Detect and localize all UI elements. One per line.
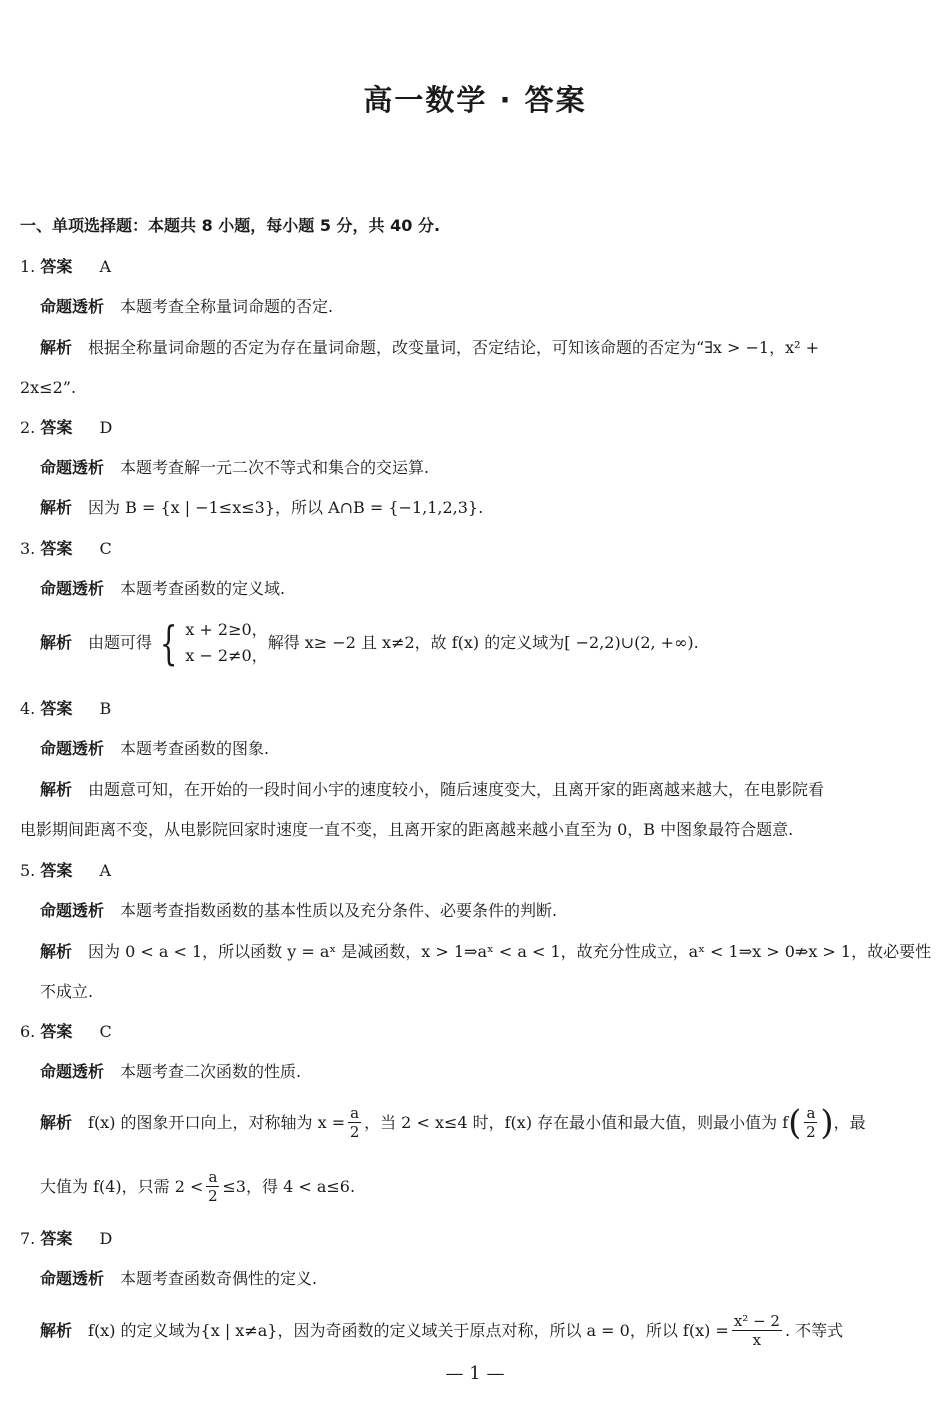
q7-analysis-b: . 不等式: [784, 1320, 844, 1340]
fraction-denominator: 2: [208, 1187, 218, 1205]
intent-label: 命题透析: [40, 458, 105, 477]
q7-answer: [20, 1228, 112, 1250]
q1-analysis-line1: 根据全称量词命题的否定为存在量词命题，改变量词，否定结论，可知该命题的否定为“∃x > −1，x² +: [88, 338, 819, 357]
answer-label: 答案: [40, 699, 73, 718]
fraction-denominator: x: [752, 1331, 762, 1349]
q5-answer: [20, 860, 111, 882]
analysis-label: 解析: [40, 780, 73, 799]
fraction-denominator: 2: [349, 1123, 360, 1141]
q4-letter: B: [99, 699, 112, 718]
q2-letter: D: [99, 418, 113, 437]
q3-analysis-post: 解得 x≥ −2 且 x≠2，故 f(x) 的定义域为[ −2,2)∪(2, +∞).: [267, 633, 699, 652]
q1-analysis: [40, 337, 819, 359]
q6-analysis-b: ，当 2 < x≤4 时，f(x) 存在最小值和最大值，则最小值为 f: [364, 1112, 789, 1132]
page-title: 高一数学 · 答案: [363, 83, 587, 117]
q3-answer: [20, 538, 112, 560]
q6-letter: C: [99, 1022, 112, 1041]
q5-analysis: [40, 941, 931, 963]
q3-system-line2: x − 2≠0，: [185, 646, 268, 665]
intent-label: 命题透析: [40, 1269, 105, 1288]
answer-label: 答案: [40, 1022, 73, 1041]
q3-analysis-pre: 由题可得: [88, 633, 153, 652]
q5-analysis-line1: 因为 0 < a < 1，所以函数 y = aˣ 是减函数，x > 1⇒aˣ < a < 1，故充分性成立，aˣ < 1⇒x > 0⇏x > 1，故必要性: [88, 942, 932, 961]
answer-label: 答案: [40, 539, 73, 558]
intent-label: 命题透析: [40, 579, 105, 598]
q6-analysis: [40, 1104, 866, 1141]
answer-label: 答案: [40, 418, 73, 437]
q6-analysis-a: f(x) 的图象开口向上，对称轴为 x =: [88, 1112, 346, 1132]
q3-intent: [40, 578, 285, 600]
page-number: — 1 —: [445, 1363, 505, 1384]
q4-intent-text: 本题考查函数的图象.: [120, 739, 270, 758]
q6-analysis-c: ，最: [833, 1112, 866, 1132]
q3-equation-system: [152, 617, 268, 669]
intent-label: 命题透析: [40, 901, 105, 920]
left-paren: (: [788, 1102, 802, 1143]
analysis-label: 解析: [40, 498, 73, 517]
q2-answer: [20, 417, 112, 439]
q6-answer: [20, 1021, 112, 1043]
q4-analysis-line1: 由题意可知，在开始的一段时间小宇的速度较小，随后速度变大，且离开家的距离越来越大，在电影院看: [88, 780, 825, 799]
analysis-label: 解析: [40, 633, 73, 652]
q6-line2-a: 大值为 f(4)，只需 2 <: [40, 1176, 204, 1196]
q1-intent-text: 本题考查全称量词命题的否定.: [120, 297, 334, 316]
right-paren: ): [820, 1102, 834, 1143]
analysis-label: 解析: [40, 1112, 73, 1132]
q7-analysis-a: f(x) 的定义域为{x | x≠a}，因为奇函数的定义域关于原点对称，所以 a = 0，所以 f(x) =: [88, 1320, 729, 1340]
q2-number: 2.: [20, 418, 36, 437]
fraction-a-over-2: [348, 1104, 361, 1141]
q7-analysis: [40, 1312, 843, 1349]
q2-intent: [40, 457, 429, 479]
q1-analysis-line2: 2x≤2”.: [20, 378, 77, 397]
fraction-a-over-2: [804, 1104, 817, 1141]
answer-label: 答案: [40, 861, 73, 880]
q3-number: 3.: [20, 539, 36, 558]
q3-analysis: [40, 617, 699, 669]
q3-intent-text: 本题考查函数的定义域.: [120, 579, 286, 598]
q4-analysis-line2: 电影期间距离不变，从电影院回家时速度一直不变，且离开家的距离越来越小直至为 0，B 中图象最符合题意.: [20, 820, 794, 839]
fraction-denominator: 2: [806, 1123, 816, 1141]
q7-letter: D: [99, 1229, 113, 1248]
fraction-numerator: a: [350, 1104, 360, 1122]
analysis-label: 解析: [40, 1320, 73, 1340]
left-brace: {: [159, 616, 178, 670]
q1-number: 1.: [20, 257, 36, 276]
answer-label: 答案: [40, 257, 73, 276]
q6-number: 6.: [20, 1022, 36, 1041]
q5-letter: A: [99, 861, 112, 880]
q3-letter: C: [99, 539, 112, 558]
q5-intent: [40, 900, 557, 922]
intent-label: 命题透析: [40, 739, 105, 758]
answer-label: 答案: [40, 1229, 73, 1248]
q4-answer: [20, 698, 111, 720]
q6-intent-text: 本题考查二次函数的性质.: [120, 1062, 302, 1081]
q5-intent-text: 本题考查指数函数的基本性质以及充分条件、必要条件的判断.: [120, 901, 558, 920]
q6-intent: [40, 1061, 301, 1083]
q6-analysis-line2: [40, 1168, 355, 1205]
q4-intent: [40, 738, 269, 760]
q2-analysis-text: 因为 B = {x | −1≤x≤3}，所以 A∩B = {−1,1,2,3}.: [88, 498, 484, 517]
fraction-numerator: x² − 2: [733, 1312, 780, 1330]
q3-system-line1: x + 2≥0，: [185, 620, 268, 639]
fraction-numerator: a: [806, 1104, 816, 1122]
q2-intent-text: 本题考查解一元二次不等式和集合的交运算.: [120, 458, 430, 477]
q6-line2-b: ≤3，得 4 < a≤6.: [222, 1176, 356, 1196]
intent-label: 命题透析: [40, 1062, 105, 1081]
q2-analysis: [40, 497, 483, 519]
analysis-label: 解析: [40, 942, 73, 961]
q1-intent: [40, 296, 333, 318]
q4-analysis: [40, 779, 824, 801]
q7-number: 7.: [20, 1229, 36, 1248]
q5-number: 5.: [20, 861, 36, 880]
q4-number: 4.: [20, 699, 36, 718]
section-heading: 一、单项选择题：本题共 8 小题，每小题 5 分，共 40 分.: [20, 216, 441, 235]
q1-letter: A: [99, 257, 112, 276]
q7-intent-text: 本题考查函数奇偶性的定义.: [120, 1269, 318, 1288]
analysis-label: 解析: [40, 338, 73, 357]
intent-label: 命题透析: [40, 297, 105, 316]
q7-intent: [40, 1268, 317, 1290]
fraction-numerator: a: [208, 1168, 218, 1186]
q5-analysis-line2: 不成立.: [40, 982, 94, 1001]
fraction-x2-minus-2-over-x: [732, 1312, 782, 1349]
q1-answer: [20, 256, 111, 278]
fraction-a-over-2: [206, 1168, 219, 1205]
